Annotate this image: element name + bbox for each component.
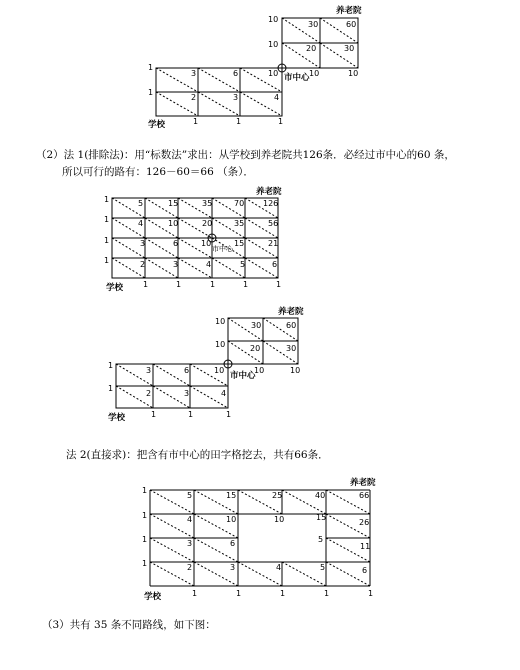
fig4-cell: 6 <box>362 566 368 575</box>
fig4-cell: 10 <box>274 515 285 524</box>
fig2-cell: 10 <box>168 219 179 228</box>
fig4-cell: 4 <box>276 563 282 572</box>
fig4-home-label: 养老院 <box>350 478 376 488</box>
fig2-cell: 6 <box>173 239 179 248</box>
fig2-cell: 3 <box>173 260 179 269</box>
fig3-col-label: 1 <box>151 410 157 419</box>
fig2-cell: 35 <box>202 199 213 208</box>
fig2-cell: 15 <box>168 199 179 208</box>
fig2-row-label: 1 <box>104 215 110 224</box>
fig4-cell: 10 <box>226 515 237 524</box>
fig2-col-label: 1 <box>243 280 249 289</box>
fig4-row-label: 1 <box>142 486 148 495</box>
method2-text: 法 2(直接求)：把含有市中心的田字格挖去，共有66条． <box>66 449 329 461</box>
fig2-col-label: 1 <box>143 280 149 289</box>
fig2-school-label: 学校 <box>106 283 124 293</box>
fig1-right-label: 10 <box>309 69 320 78</box>
fig1-cell: 10 <box>268 69 279 78</box>
fig4-row-label: 1 <box>142 511 148 520</box>
fig3-school-label: 学校 <box>108 413 126 423</box>
fig4-row-label: 1 <box>142 535 148 544</box>
fig4-row-label: 1 <box>142 559 148 568</box>
fig1-cell: 20 <box>306 44 317 53</box>
p2-line2: 所以可行的路有：126－60＝66 （条）． <box>62 166 254 178</box>
fig3-row-label: 10 <box>215 317 226 326</box>
fig1-row-label: 10 <box>268 40 279 49</box>
fig2-cell: 4 <box>138 219 144 228</box>
fig1-row-label: 1 <box>148 63 154 72</box>
fig3-center-label: 市中心 <box>230 371 256 381</box>
fig2-cell: 15 <box>234 239 245 248</box>
fig3-cell: 10 <box>214 366 225 375</box>
fig1-cell: 3 <box>233 93 239 102</box>
fig4-cell: 3 <box>187 539 193 548</box>
fig2-cell: 5 <box>138 199 144 208</box>
fig4-col-label: 1 <box>192 589 198 598</box>
fig2-cell: 56 <box>268 219 279 228</box>
fig1-row-label: 10 <box>268 15 279 24</box>
fig2-col-label: 1 <box>176 280 182 289</box>
fig3-row-label: 1 <box>108 384 114 393</box>
fig1-cell: 30 <box>344 44 355 53</box>
fig2-cell: 20 <box>202 219 213 228</box>
fig3-cell: 3 <box>184 389 190 398</box>
fig1-cell: 4 <box>274 93 280 102</box>
fig3-cell: 3 <box>146 366 152 375</box>
fig3-cell: 30 <box>251 321 262 330</box>
fig4-cell: 6 <box>230 539 236 548</box>
fig2-cell: 5 <box>240 260 246 269</box>
fig3-cell: 4 <box>221 389 227 398</box>
fig4-cell: 5 <box>320 563 326 572</box>
fig4-cell: 26 <box>359 518 370 527</box>
fig1-center-label: 市中心 <box>284 73 310 83</box>
fig4-school-label: 学校 <box>144 592 162 602</box>
fig4-cell: 5 <box>318 535 324 544</box>
fig3-cell: 20 <box>250 344 261 353</box>
fig2-home-label: 养老院 <box>256 187 282 197</box>
fig2-cell: 4 <box>206 260 212 269</box>
fig4-col-label: 1 <box>324 589 330 598</box>
fig3-row-label: 10 <box>215 340 226 349</box>
fig2-center-label: 市中心 <box>212 245 233 253</box>
fig1-row-label: 1 <box>148 88 154 97</box>
p3-text: （3）共有 35 条不同路线，如下图： <box>42 619 216 631</box>
fig4-cell: 3 <box>230 563 236 572</box>
fig2-cell: 126 <box>263 199 279 208</box>
fig1-cell: 2 <box>191 93 197 102</box>
fig3-col-label: 1 <box>226 410 232 419</box>
fig2-cell: 70 <box>234 199 245 208</box>
fig3-right-label: 10 <box>290 366 301 375</box>
fig4-cell: 5 <box>187 491 193 500</box>
fig1-col-label: 1 <box>236 117 242 126</box>
fig2-cell: 3 <box>140 239 146 248</box>
fig1-col-label: 1 <box>193 117 199 126</box>
fig3-home-label: 养老院 <box>278 307 304 317</box>
fig1-right-label: 10 <box>348 69 359 78</box>
fig2-cell: 35 <box>234 219 245 228</box>
figure-4 <box>150 490 370 586</box>
fig3-cell: 2 <box>146 389 152 398</box>
p2-line1: （2）法 1(排除法)：用“标数法”求出：从学校到养老院共126条．必经过市中心的60 条， <box>36 149 455 161</box>
fig4-col-label: 1 <box>368 589 374 598</box>
fig4-cell: 25 <box>272 491 283 500</box>
fig4-col-label: 1 <box>236 589 242 598</box>
figure-1 <box>156 18 358 116</box>
fig4-cell: 4 <box>187 515 193 524</box>
fig1-home-label: 养老院 <box>336 6 362 16</box>
fig3-right-label: 10 <box>254 366 265 375</box>
fig3-row-label: 1 <box>108 361 114 370</box>
fig1-col-label: 1 <box>278 117 284 126</box>
fig2-cell: 10 <box>201 239 212 248</box>
fig1-school-label: 学校 <box>148 120 166 130</box>
fig2-row-label: 1 <box>104 195 110 204</box>
fig4-cell: 15 <box>316 513 327 522</box>
fig3-col-label: 1 <box>188 410 194 419</box>
figure-4-labels <box>142 477 376 602</box>
fig1-cell: 30 <box>308 20 319 29</box>
fig4-cell: 40 <box>315 491 326 500</box>
fig4-cell: 2 <box>187 563 193 572</box>
fig2-row-label: 1 <box>104 236 110 245</box>
fig1-cell: 6 <box>233 69 239 78</box>
fig4-cell: 11 <box>360 542 371 551</box>
fig4-cell: 66 <box>359 491 370 500</box>
figure-2 <box>112 198 278 278</box>
fig4-col-label: 1 <box>280 589 286 598</box>
fig2-col-label: 1 <box>276 280 282 289</box>
figure-3 <box>116 318 301 408</box>
fig2-cell: 21 <box>268 239 279 248</box>
fig1-cell: 60 <box>346 20 357 29</box>
fig3-cell: 60 <box>286 321 297 330</box>
fig2-row-label: 1 <box>104 256 110 265</box>
fig1-cell: 3 <box>191 69 197 78</box>
fig4-cell: 15 <box>226 491 237 500</box>
fig3-cell: 30 <box>286 344 297 353</box>
fig3-cell: 6 <box>184 366 190 375</box>
figure-2-labels <box>104 186 282 293</box>
fig2-col-label: 1 <box>210 280 216 289</box>
fig2-cell: 2 <box>140 260 146 269</box>
fig2-cell: 6 <box>272 260 278 269</box>
